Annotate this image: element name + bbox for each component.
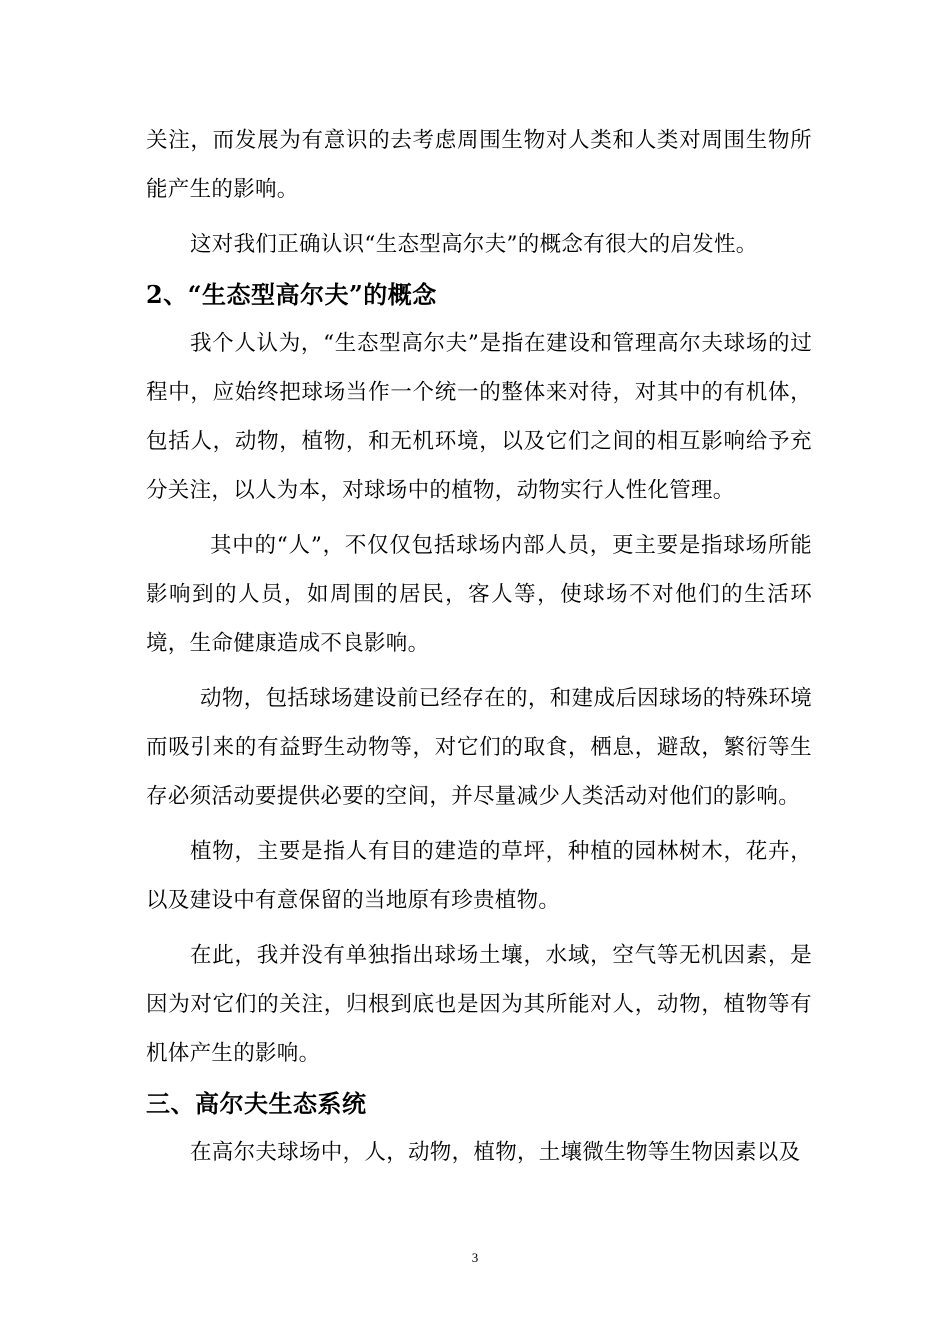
page-number: 3 bbox=[471, 1250, 479, 1265]
section-heading-eco-golf-concept: 2、“生态型高尔夫”的概念 bbox=[146, 280, 437, 309]
paragraph-animals: 动物，包括球场建设前已经存在的，和建成后因球场的特殊环境而吸引来的有益野生动物等，对它们的取食，栖息，避敌，繁衍等生存必须活动要提供必要的空间，并尽量减少人类活动对他们的影响。 bbox=[146, 686, 812, 809]
paragraph-plants: 植物，主要是指人有目的建造的草坪，种植的园林树木，花卉，以及建设中有意保留的当地原有珍贵植物。 bbox=[146, 839, 812, 913]
paragraph-continued: 关注，而发展为有意识的去考虑周围生物对人类和人类对周围生物所能产生的影响。 bbox=[146, 128, 812, 202]
paragraph-ecosystem-intro: 在高尔夫球场中，人，动物，植物，土壤微生物等生物因素以及 bbox=[190, 1140, 801, 1165]
paragraph-inorganic-factors: 在此，我并没有单独指出球场土壤，水域，空气等无机因素，是因为对它们的关注，归根到底也是因为其所能对人，动物，植物等有机体产生的影响。 bbox=[146, 943, 812, 1066]
paragraph-inspiration: 这对我们正确认识“生态型高尔夫”的概念有很大的启发性。 bbox=[190, 232, 758, 257]
paragraph-definition: 我个人认为，“生态型高尔夫”是指在建设和管理高尔夫球场的过程中，应始终把球场当作一个统一的整体来对待，对其中的有机体，包括人，动物，植物，和无机环境，以及它们之间的相互影响给予充分关注，以人为本，对球场中的植物，动物实行人性化管理。 bbox=[146, 331, 812, 503]
document-body bbox=[146, 116, 812, 1177]
section-heading-golf-ecosystem: 三、高尔夫生态系统 bbox=[146, 1089, 367, 1118]
paragraph-people: 其中的“人”，不仅仅包括球场内部人员，更主要是指球场所能影响到的人员，如周围的居民，客人等，使球场不对他们的生活环境，生命健康造成不良影响。 bbox=[146, 533, 812, 656]
